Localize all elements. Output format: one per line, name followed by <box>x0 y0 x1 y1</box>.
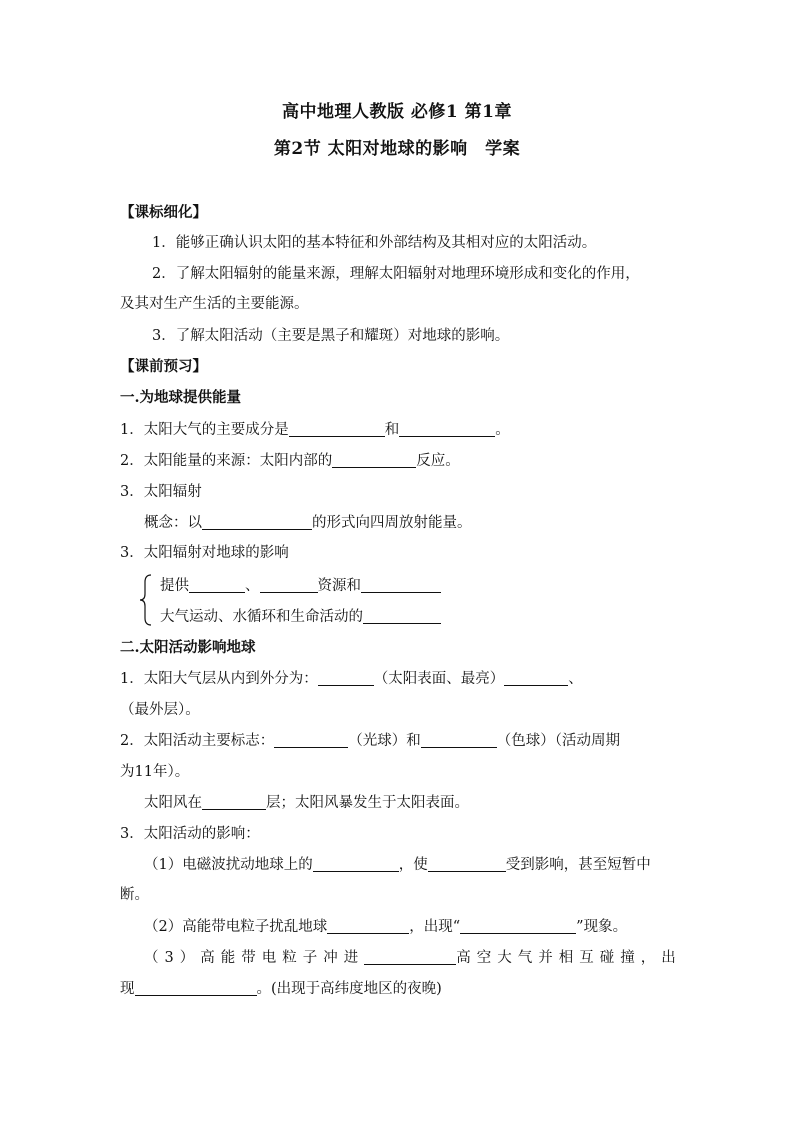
answer-blank[interactable] <box>318 670 374 686</box>
question-text: （2）高能带电粒子扰乱地球 <box>144 919 328 935</box>
question-text: 受到影响，甚至短暂中 <box>505 857 651 873</box>
answer-blank[interactable] <box>327 918 409 934</box>
question-text: 概念：以 <box>144 515 202 531</box>
question-text: 1．太阳大气层从内到外分为： <box>120 671 318 687</box>
answer-blank[interactable] <box>421 732 497 748</box>
part2-question-1-cont: （最外层）。 <box>120 702 200 718</box>
section-heading-kebiao: 【课标细化】 <box>120 204 207 221</box>
answer-blank[interactable] <box>260 577 318 593</box>
question-3: 3．太阳辐射 <box>120 484 202 500</box>
answer-blank[interactable] <box>364 949 456 965</box>
question-2 <box>120 451 460 471</box>
answer-blank[interactable] <box>399 421 495 437</box>
impact-3-cont <box>120 979 442 999</box>
answer-blank[interactable] <box>289 421 385 437</box>
question-text: 2．太阳活动主要标志： <box>120 733 275 749</box>
answer-blank[interactable] <box>361 577 441 593</box>
question-text: 、 <box>568 671 583 687</box>
question-4-item-a <box>160 576 441 596</box>
answer-blank[interactable] <box>332 452 416 468</box>
answer-blank[interactable] <box>313 856 399 872</box>
answer-blank[interactable] <box>202 794 266 810</box>
question-text: 、 <box>245 578 260 594</box>
answer-blank[interactable] <box>274 732 348 748</box>
question-text: （1）电磁波扰动地球上的 <box>144 857 313 873</box>
answer-blank[interactable] <box>189 577 245 593</box>
page-title: 高中地理人教版 必修1 第1章 <box>282 102 512 122</box>
standard-item-3: 3．了解太阳活动（主要是黑子和耀斑）对地球的影响。 <box>152 328 510 344</box>
page-subtitle: 第2节 太阳对地球的影响 学案 <box>273 139 521 159</box>
standard-item-2: 2．了解太阳辐射的能量来源，理解太阳辐射对地理环境形成和变化的作用， <box>152 266 640 282</box>
question-text: 太阳风在 <box>144 795 202 811</box>
question-text: 层；太阳风暴发生于太阳表面。 <box>266 795 469 811</box>
question-4-item-b <box>160 607 441 627</box>
question-text: ”现象。 <box>576 919 628 935</box>
question-text: 。 <box>495 422 510 438</box>
question-text: 2．太阳能量的来源：太阳内部的 <box>120 453 333 469</box>
question-text: 的形式向四周放射能量。 <box>312 515 472 531</box>
section-heading-yuxi: 【课前预习】 <box>120 358 207 375</box>
question-text: （色球）（活动周期 <box>496 733 620 749</box>
question-text: （3）高能带电粒子冲进 <box>144 950 365 966</box>
standard-item-2-cont: 及其对生产生活的主要能源。 <box>120 296 309 312</box>
answer-blank[interactable] <box>460 918 576 934</box>
question-3-concept <box>144 513 472 533</box>
part-heading-1: 一.为地球提供能量 <box>120 389 242 406</box>
question-text: （光球）和 <box>348 733 421 749</box>
part2-question-3: 3．太阳活动的影响： <box>120 826 260 842</box>
impact-1-cont: 断。 <box>120 887 149 903</box>
answer-blank[interactable] <box>135 980 257 996</box>
answer-blank[interactable] <box>428 856 506 872</box>
answer-blank[interactable] <box>363 608 441 624</box>
answer-blank[interactable] <box>504 670 568 686</box>
question-text: 1．太阳大气的主要成分是 <box>120 422 289 438</box>
curly-brace-icon <box>139 574 153 626</box>
question-4: 3．太阳辐射对地球的影响 <box>120 545 289 561</box>
part2-question-2-cont: 为11年）。 <box>120 764 190 780</box>
question-1 <box>120 420 510 440</box>
question-text: 大气运动、水循环和生命活动的 <box>160 609 363 625</box>
part-heading-2: 二.太阳活动影响地球 <box>120 639 256 656</box>
question-text: 和 <box>384 422 400 438</box>
impact-2 <box>144 917 627 937</box>
impact-1 <box>144 855 651 875</box>
answer-blank[interactable] <box>202 514 312 530</box>
question-text: ，使 <box>398 857 428 873</box>
standard-item-1: 1．能够正确认识太阳的基本特征和外部结构及其相对应的太阳活动。 <box>152 235 597 251</box>
part2-question-1 <box>120 669 583 689</box>
question-text: 高空大气并相互碰撞，出 <box>456 950 682 966</box>
question-text: 。(出现于高纬度地区的夜晚) <box>256 981 442 997</box>
part2-question-2 <box>120 731 620 751</box>
question-text: 资源和 <box>317 578 361 594</box>
question-text: 反应。 <box>416 453 460 469</box>
impact-3 <box>144 948 682 968</box>
question-text: ，出现“ <box>409 919 461 935</box>
solar-wind-line <box>144 793 469 813</box>
question-text: 现 <box>120 981 135 997</box>
question-text: 提供 <box>160 578 189 594</box>
question-text: （太阳表面、最亮） <box>373 671 505 687</box>
